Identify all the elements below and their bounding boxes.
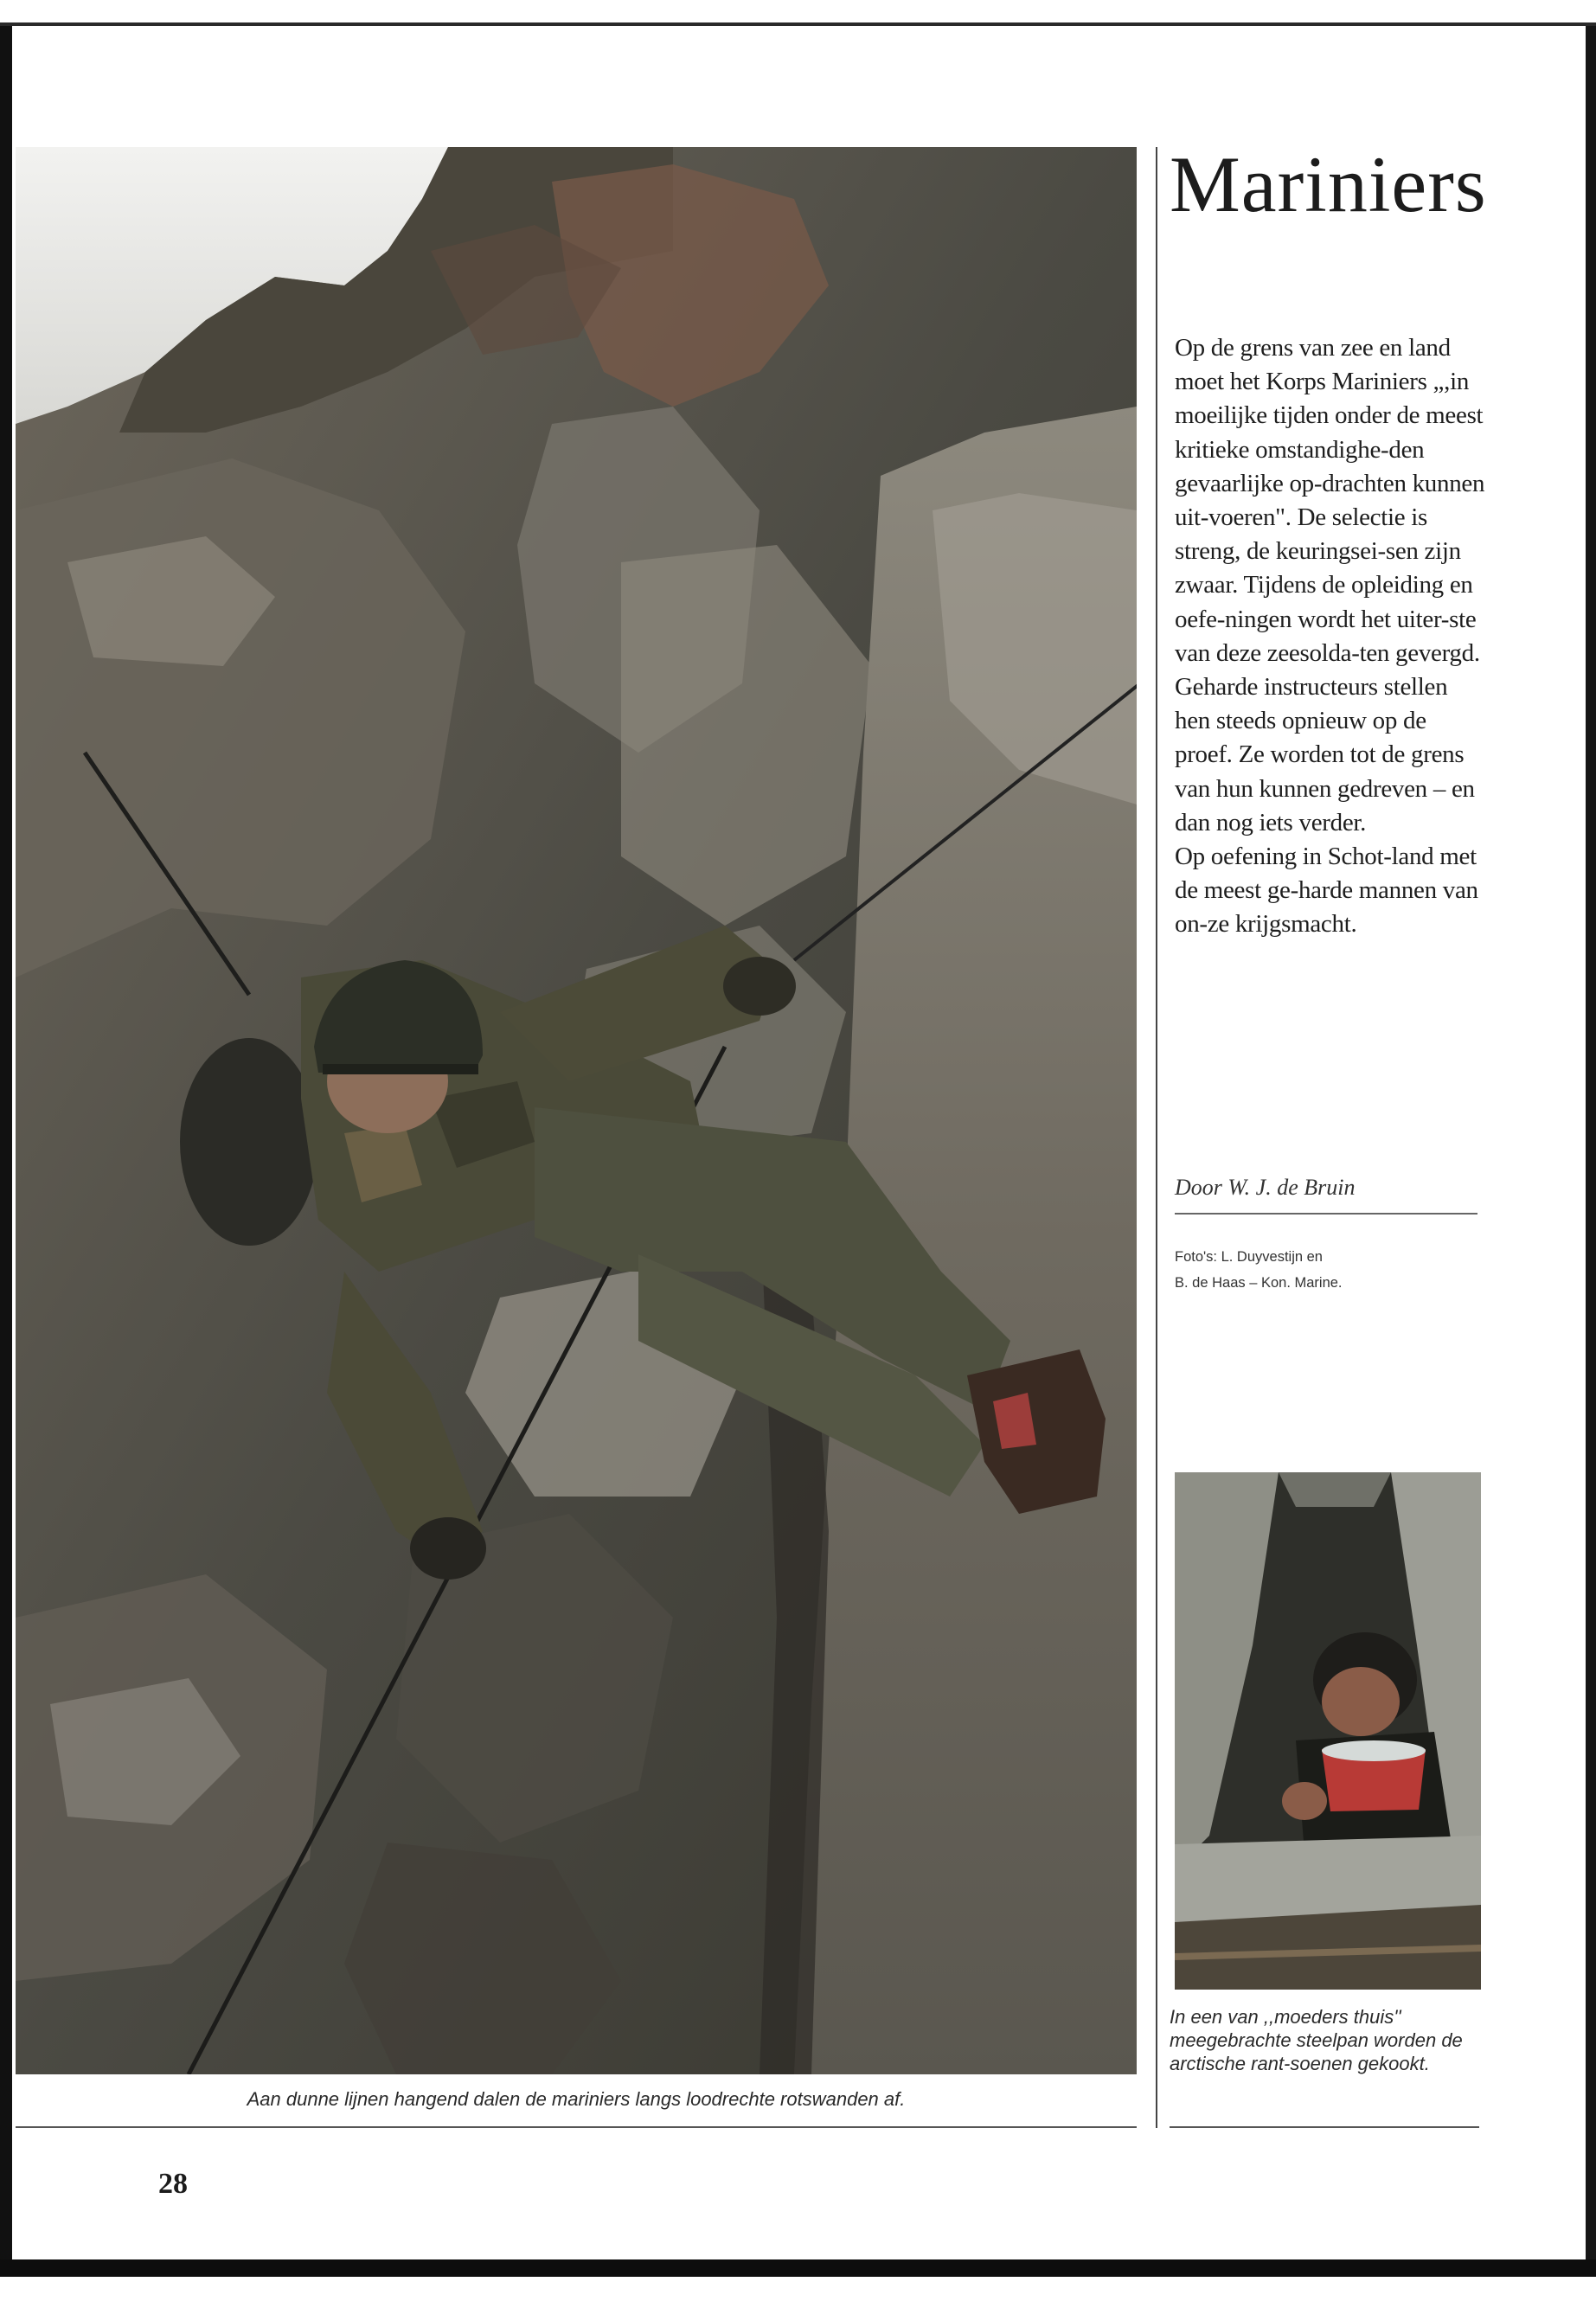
tent-caption-divider: [1170, 2126, 1479, 2128]
byline: Door W. J. de Bruin: [1175, 1175, 1356, 1200]
intro-text: Op de grens van zee en land moet het Korps Mariniers „,in moeilijke tijden onder de meest kritieke omstandighe-den gevaarlijke op-drachten kunnen uit-voeren". De selectie is streng, de keuringsei-sen zijn zwaar. Tijdens de opleiding en oefe-ningen wordt het uiter-ste van deze zeesolda-ten gevergd. Geharde instructeurs stellen hen steeds opnieuw op de proef. Ze worden tot de grens van hun kunnen gedreven – en dan nog iets verder.: [1175, 334, 1485, 836]
intro-text-second: Op oefening in Schot-land met de meest ge-harde mannen van on-ze krijgsmacht.: [1175, 843, 1478, 939]
intro-paragraph: [1175, 331, 1486, 942]
main-caption-divider: [16, 2126, 1137, 2128]
scan-edge-left: [0, 26, 12, 2266]
photo-credits-line-2: B. de Haas – Kon. Marine.: [1175, 1275, 1343, 1291]
scan-edge-right: [1586, 26, 1596, 2266]
scan-edge-bottom: [0, 2259, 1596, 2277]
article-title: Mariniers: [1170, 140, 1487, 228]
tent-photo: [1175, 1472, 1481, 1990]
scan-edge-top: [0, 22, 1596, 26]
byline-divider: [1175, 1213, 1477, 1215]
tent-photo-caption: In een van ,,moeders thuis'' meegebrachte steelpan worden de arctische rant-soenen gekookt.: [1170, 2006, 1463, 2074]
main-photo-caption: Aan dunne lijnen hangend dalen de mariniers langs loodrechte rotswanden af.: [247, 2088, 906, 2110]
page-number: 28: [158, 2168, 188, 2200]
photo-credits: [1175, 1244, 1486, 1296]
photo-credits-line-1: Foto's: L. Duyvestijn en: [1175, 1249, 1323, 1265]
column-divider: [1156, 147, 1157, 2128]
main-photo-climber: [16, 147, 1137, 2074]
